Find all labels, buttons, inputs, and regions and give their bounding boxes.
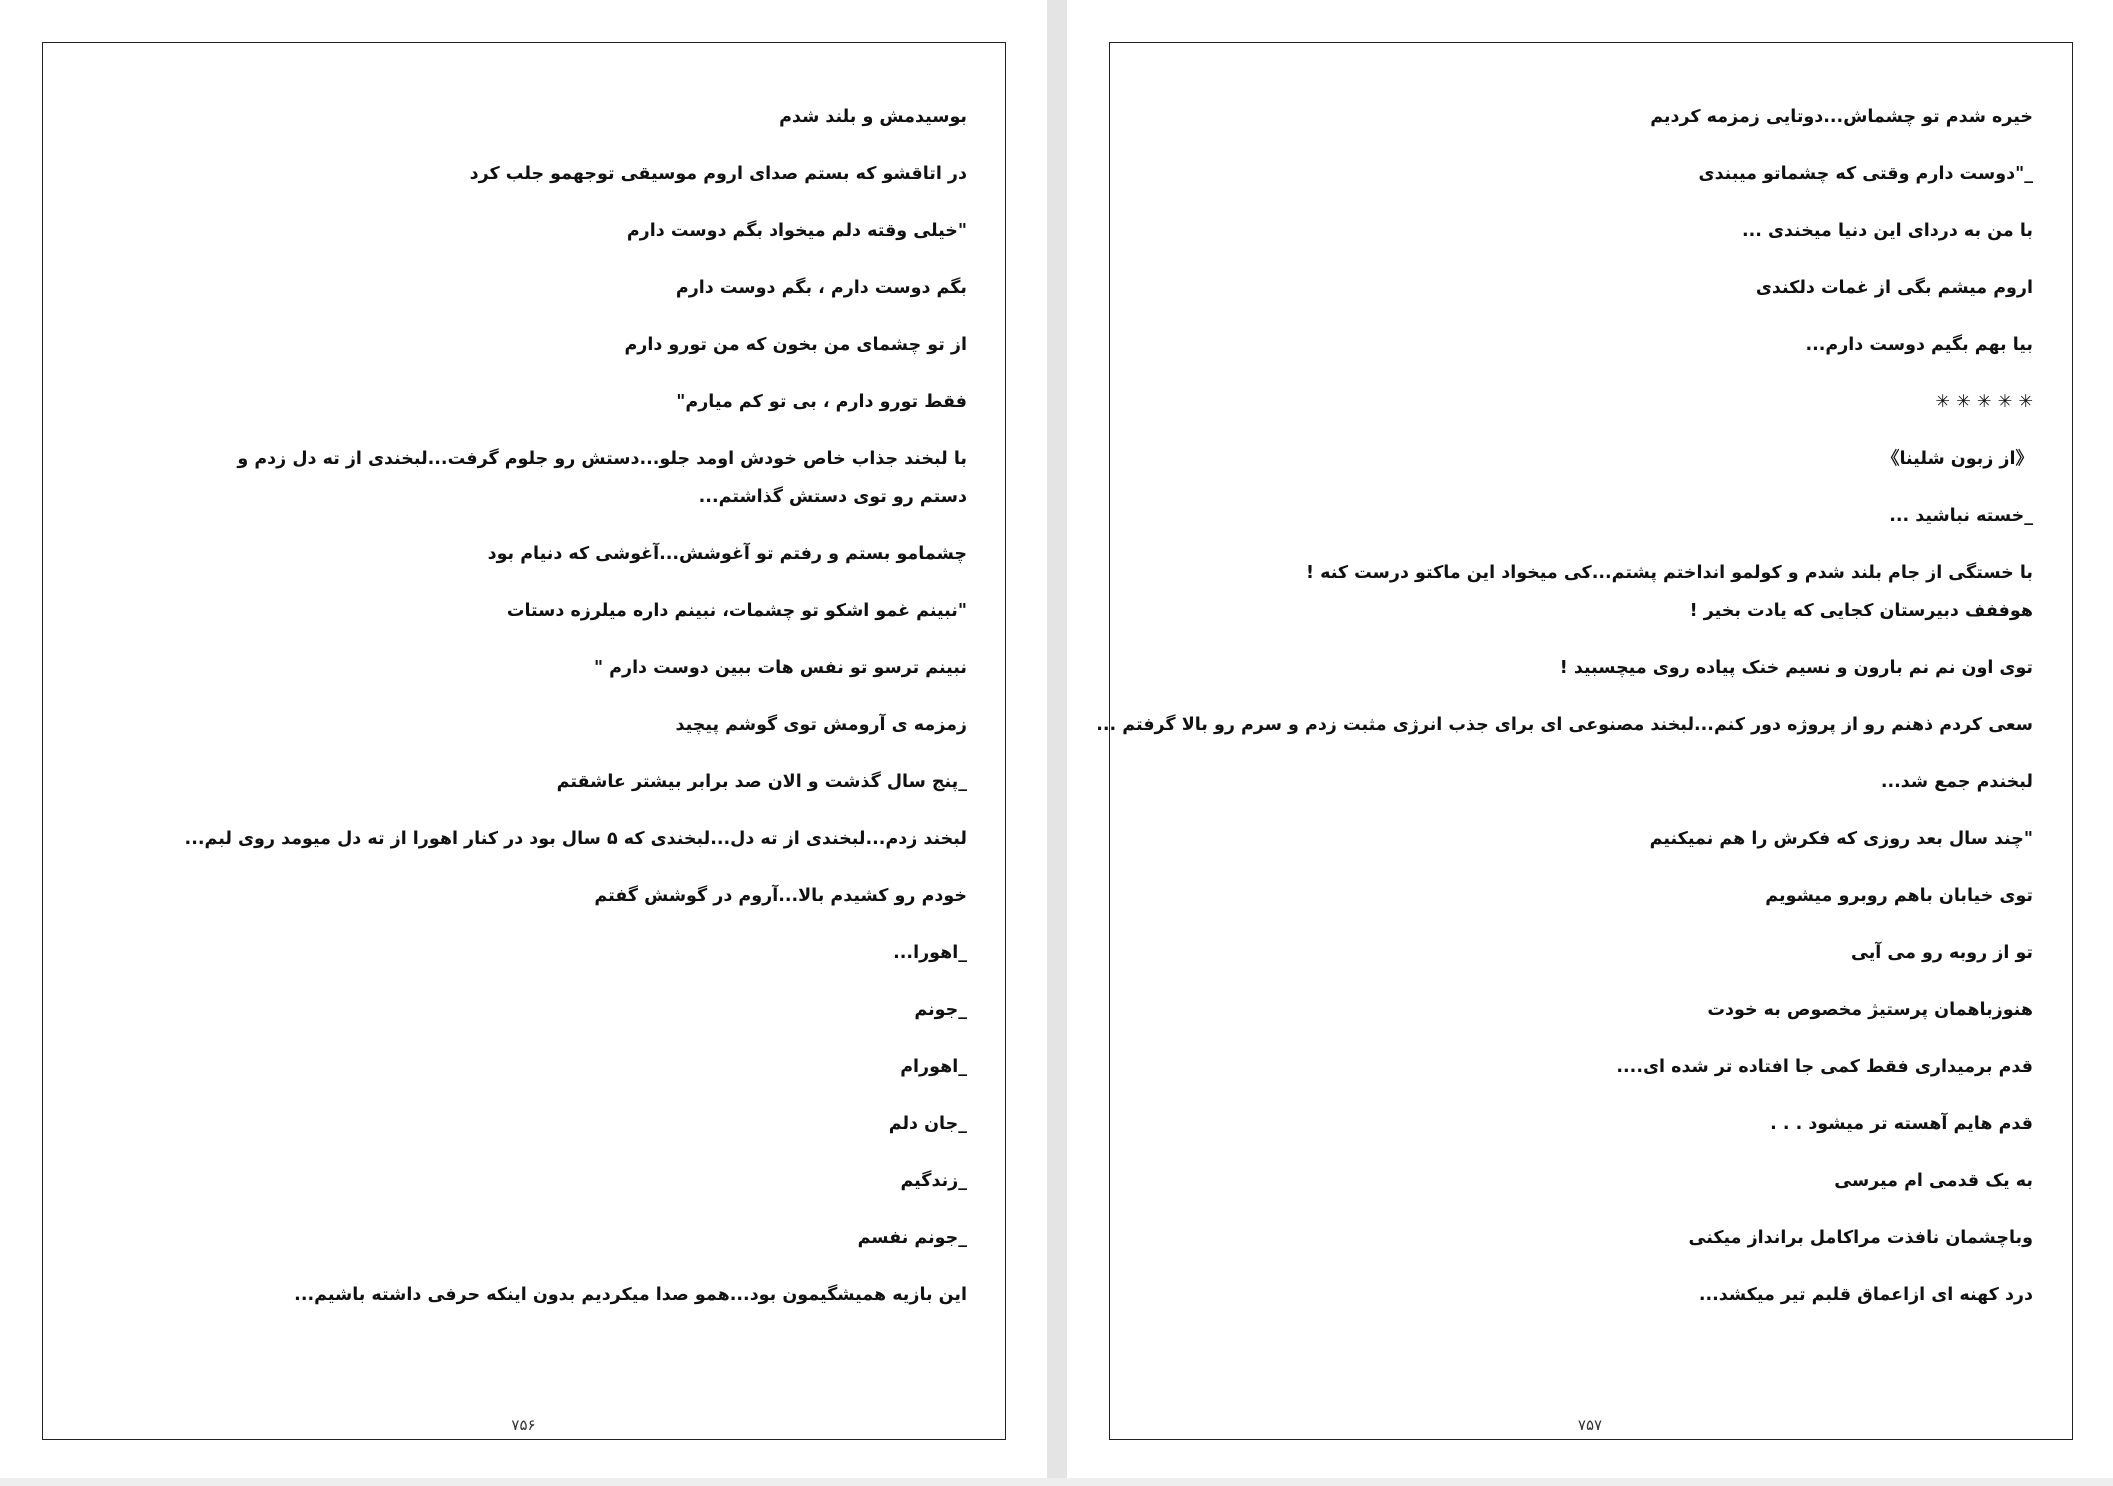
horizontal-scroll-track[interactable] — [0, 1478, 2113, 1486]
text-line: لبخند زدم...لبخندی از ته دل...لبخندی که ۵ سال بود در کنار اهورا از ته دل میومد روی لبم... — [184, 829, 967, 849]
text-line: این بازیه همیشگیمون بود...همو صدا میکردیم بدون اینکه حرفی داشته باشیم... — [294, 1285, 967, 1305]
text-line: فقط تورو دارم ، بی تو کم میارم" — [676, 392, 967, 412]
text-line: _"دوست دارم وقتی که چشماتو میبندی — [1698, 164, 2033, 184]
text-line: "چند سال بعد روزی که فکرش را هم نمیکنیم — [1649, 829, 2033, 849]
page-756 — [0, 0, 1047, 1486]
text-line: قدم هایم آهسته تر میشود . . . — [1770, 1114, 2033, 1134]
text-line: "نبینم غمو اشکو تو چشمات، نبینم داره میلرزه دستات — [506, 601, 967, 621]
text-line: _پنج سال گذشت و الان صد برابر بیشتر عاشقتم — [556, 772, 967, 792]
text-line: تو از روبه رو می آیی — [1851, 943, 2033, 963]
text-line: اروم میشم بگی از غمات دلکندی — [1755, 278, 2033, 298]
text-line: بگم دوست دارم ، بگم دوست دارم — [675, 278, 967, 298]
text-line: با من به دردای این دنیا میخندی ... — [1741, 221, 2033, 241]
text-line: قدم برمیداری فقط کمی جا افتاده تر شده ای.... — [1616, 1057, 2033, 1077]
text-line: _جونم نفسم — [857, 1228, 967, 1248]
text-line: در اتاقشو که بستم صدای اروم موسیقی توجهمو جلب کرد — [469, 164, 967, 184]
text-line: _زندگیم — [900, 1171, 967, 1191]
page-gutter — [1047, 0, 1067, 1486]
text-line: هنوزباهمان پرستیژ مخصوص به خودت — [1707, 1000, 2033, 1020]
page-number: ۷۵۷ — [1577, 1416, 1603, 1434]
text-line: وباچشمان نافذت مراکامل برانداز میکنی — [1688, 1228, 2033, 1248]
text-line: زمزمه ی آرومش توی گوشم پیچید — [675, 715, 967, 735]
text-line: چشمامو بستم و رفتم تو آغوشش...آغوشی که دنیام بود — [487, 544, 967, 564]
text-line: از تو چشمای من بخون که من تورو دارم — [624, 335, 967, 355]
text-line: توی اون نم نم بارون و نسیم خنک پیاده روی میچسبید ! — [1559, 658, 2033, 678]
text-line: _خسته نباشید ... — [1889, 506, 2033, 526]
text-line: نبینم ترسو تو نفس هات ببین دوست دارم " — [593, 658, 967, 678]
text-line: _جونم — [914, 1000, 967, 1020]
text-line: خیره شدم تو چشماش...دوتایی زمزمه کردیم — [1650, 107, 2033, 127]
text-line: سعی کردم ذهنم رو از پروژه دور کنم...لبخند مصنوعی ای برای جذب انرژی مثبت زدم و سرم رو بالا گرفتم ... — [1096, 715, 2033, 735]
text-line: بوسیدمش و بلند شدم — [779, 107, 967, 127]
section-separator: ✳ ✳ ✳ ✳ ✳ — [1935, 392, 2033, 412]
text-line: با لبخند جذاب خاص خودش اومد جلو...دستش رو جلوم گرفت...لبخندی از ته دل زدم و دستم رو توی دستش گذاشتم... — [237, 449, 967, 507]
text-line: _اهورا... — [893, 943, 967, 963]
page-number: ۷۵۶ — [511, 1416, 536, 1434]
text-line: لبخندم جمع شد... — [1880, 772, 2033, 792]
text-line: درد کهنه ای ازاعماق قلبم تیر میکشد... — [1698, 1285, 2033, 1305]
text-line: _جان دلم — [888, 1114, 967, 1134]
text-line: _اهورام — [900, 1057, 967, 1077]
text-line: با خستگی از جام بلند شدم و کولمو انداختم پشتم...کی میخواد این ماکتو درست کنه ! هوففف دبیرستان کجایی که یادت بخیر ! — [1306, 563, 2033, 621]
section-heading: 《از زبون شلینا》 — [1881, 449, 2033, 469]
text-line: توی خیابان باهم روبرو میشویم — [1765, 886, 2033, 906]
page-text — [184, 98, 967, 1333]
text-line: خودم رو کشیدم بالا...آروم در گوشش گفتم — [594, 886, 967, 906]
text-line: "خیلی وقته دلم میخواد بگم دوست دارم — [626, 221, 967, 241]
page-757 — [1067, 0, 2113, 1486]
page-text — [1096, 98, 2033, 1333]
text-line: بیا بهم بگیم دوست دارم... — [1805, 335, 2033, 355]
text-line: به یک قدمی ام میرسی — [1834, 1171, 2033, 1191]
